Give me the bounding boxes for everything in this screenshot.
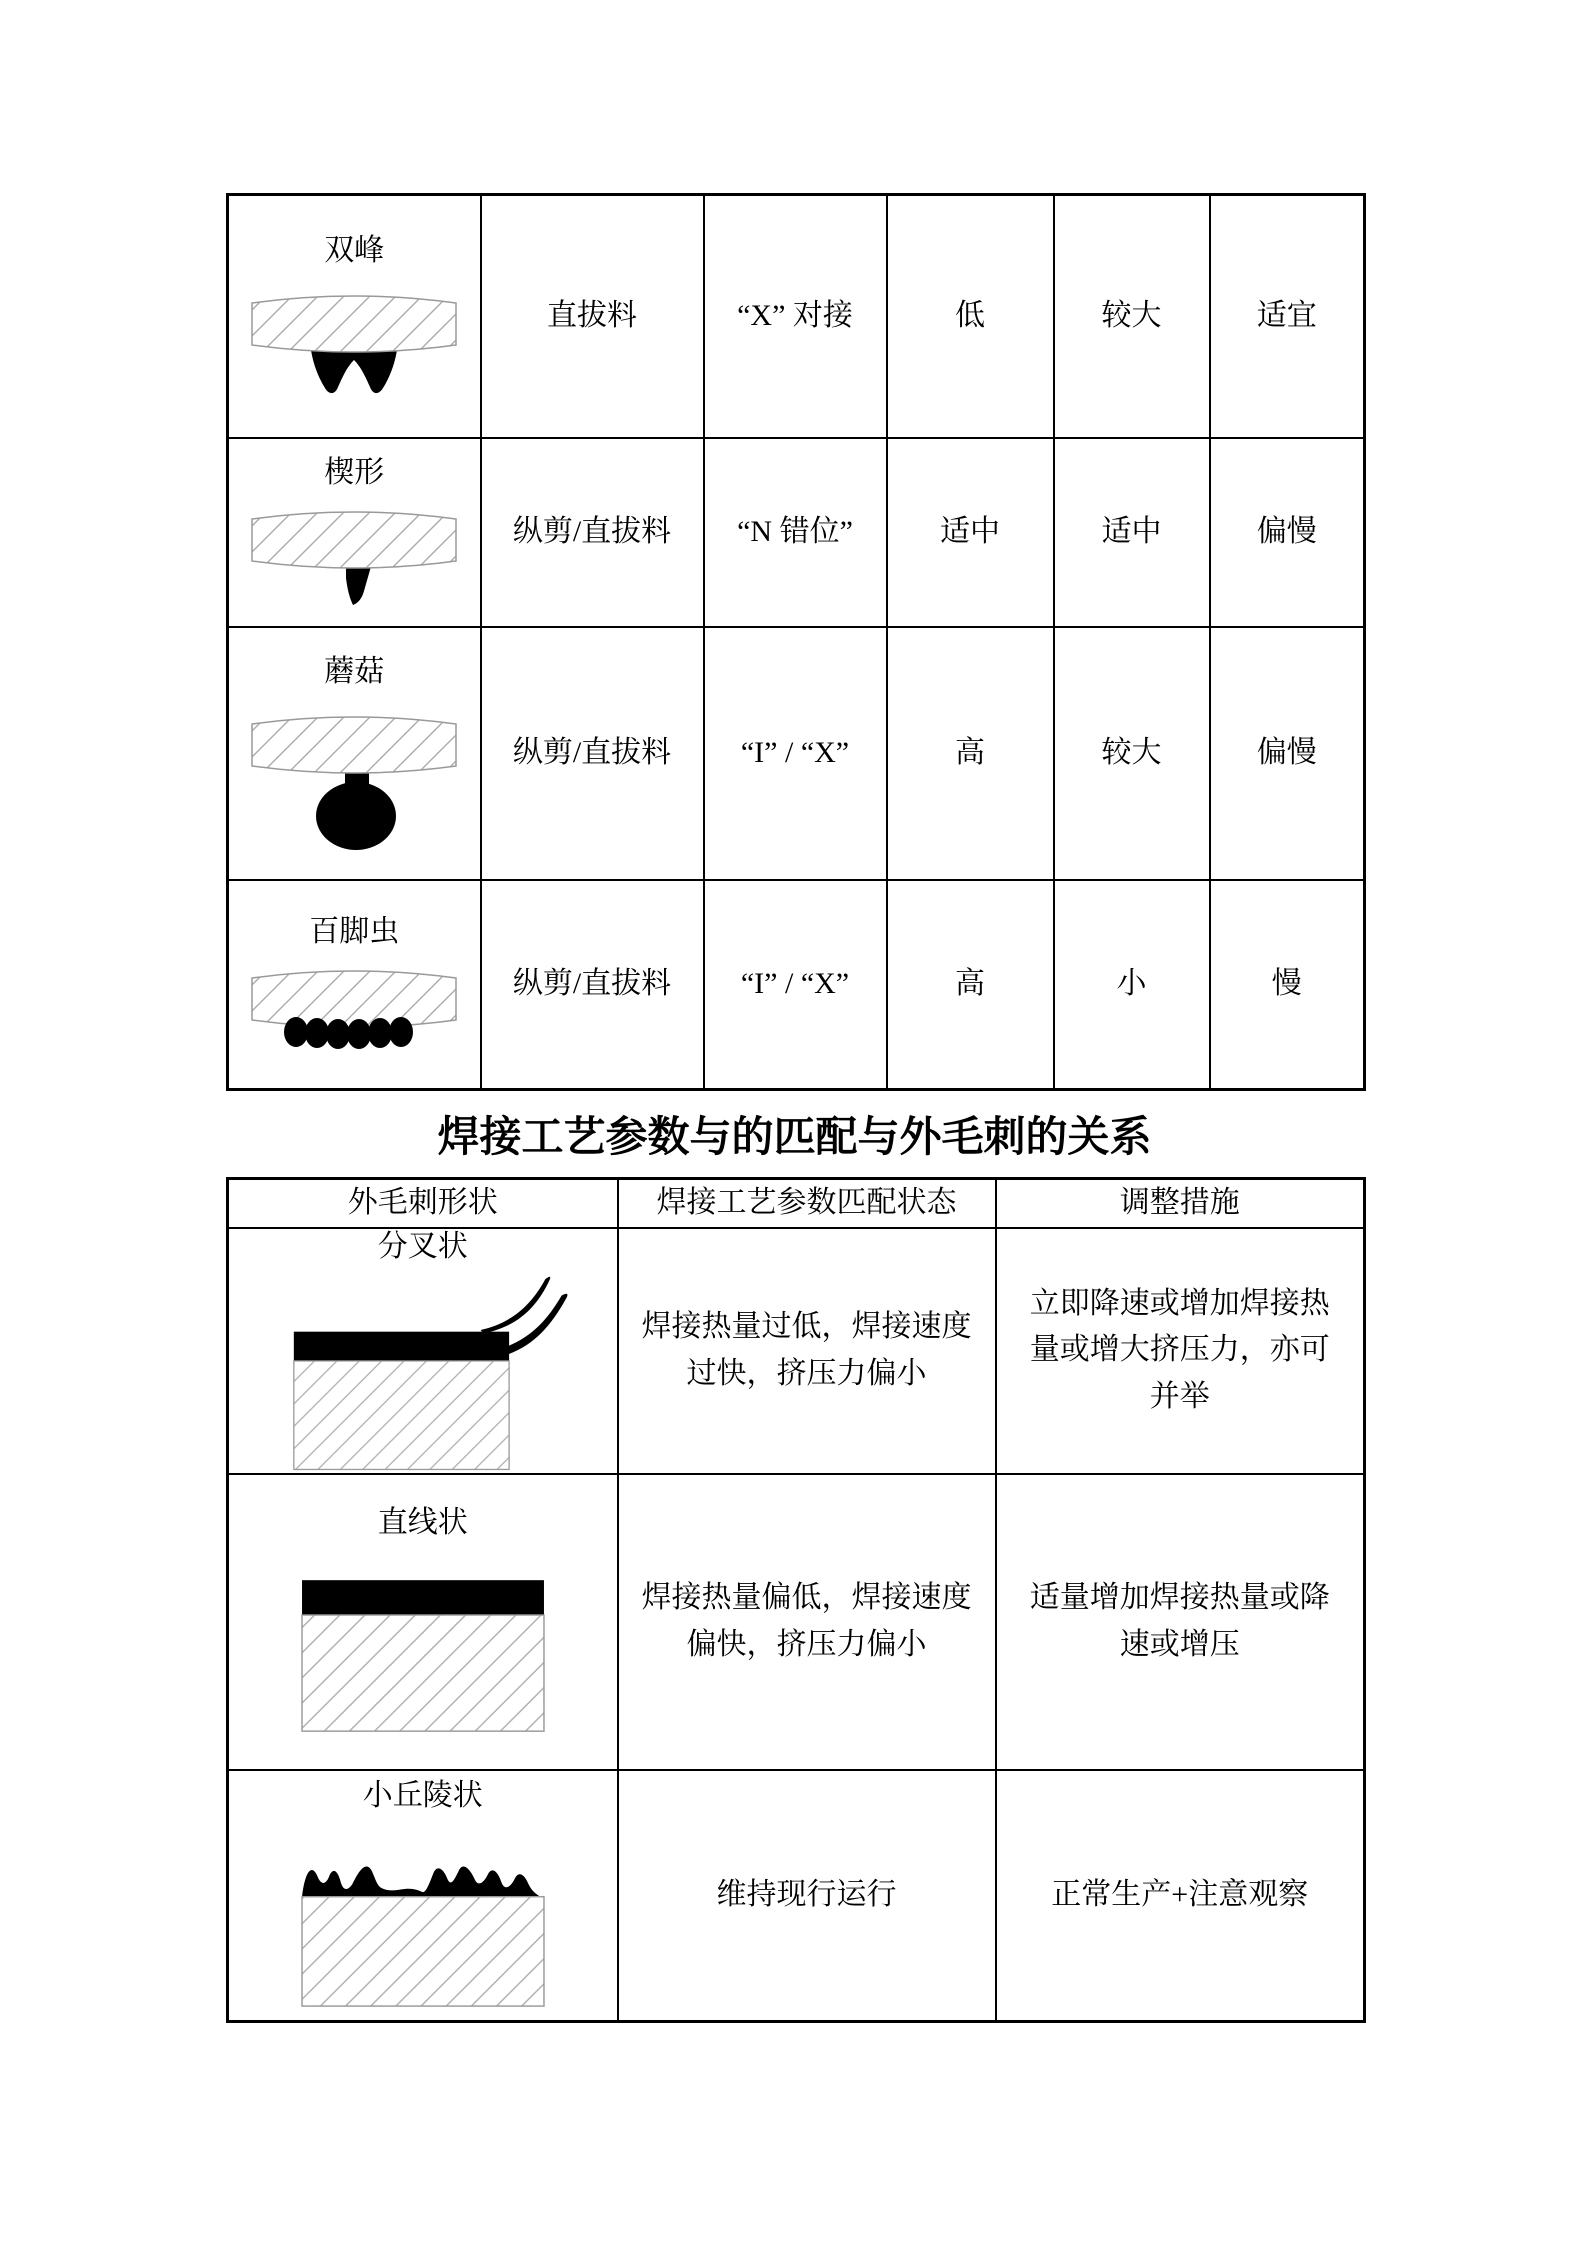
- value-cell: 适中: [1054, 438, 1210, 627]
- table-row: [228, 1228, 1365, 1474]
- shape-label: 蘑菇: [324, 654, 385, 688]
- shape-cell: [228, 438, 481, 627]
- double-peak-diagram: [249, 287, 459, 399]
- shape-cell: [228, 195, 481, 438]
- section-title: 焊接工艺参数与的匹配与外毛刺的关系: [437, 1115, 1152, 1161]
- burr-parameter-table: [226, 1177, 1366, 2023]
- action-cell: 正常生产+注意观察: [996, 1770, 1365, 2022]
- shape-label: 小丘陵状: [362, 1779, 483, 1813]
- value-cell: 小: [1054, 880, 1210, 1090]
- status-cell: 焊接热量过低，焊接速度过快，挤压力偏小: [618, 1228, 996, 1474]
- table-row: [228, 627, 1365, 880]
- value-cell: 偏慢: [1210, 627, 1365, 880]
- table-row: [228, 195, 1365, 438]
- status-cell: 维持现行运行: [618, 1770, 996, 2022]
- shape-cell: [228, 1228, 618, 1474]
- shape-label: 直线状: [377, 1506, 468, 1539]
- material-cell: 纵剪/直拔料: [481, 627, 704, 880]
- straight-burr-diagram: [273, 1553, 573, 1738]
- shape-label: 楔形: [324, 456, 385, 489]
- table-row: [228, 1474, 1365, 1770]
- joint-cell: “X” 对接: [704, 195, 887, 438]
- value-cell: 高: [887, 880, 1054, 1090]
- joint-cell: “N 错位”: [704, 438, 887, 627]
- table-row: [228, 880, 1365, 1090]
- shape-cell: [228, 627, 481, 880]
- table-row: [228, 438, 1365, 627]
- material-cell: 直拔料: [481, 195, 704, 438]
- table-header-row: [228, 1179, 1365, 1228]
- joint-cell: “I” / “X”: [704, 880, 887, 1090]
- column-header: 调整措施: [996, 1179, 1365, 1228]
- value-cell: 较大: [1054, 195, 1210, 438]
- material-cell: 纵剪/直拔料: [481, 438, 704, 627]
- table-row: [228, 1770, 1365, 2022]
- value-cell: 高: [887, 627, 1054, 880]
- material-cell: 纵剪/直拔料: [481, 880, 704, 1090]
- shape-label: 双峰: [324, 234, 385, 268]
- value-cell: 较大: [1054, 627, 1210, 880]
- wedge-diagram: [249, 503, 459, 609]
- column-header: 外毛刺形状: [228, 1179, 618, 1228]
- shape-label: 百脚虫: [309, 915, 400, 949]
- value-cell: 低: [887, 195, 1054, 438]
- value-cell: 偏慢: [1210, 438, 1365, 627]
- value-cell: 慢: [1210, 880, 1365, 1090]
- joint-cell: “I” / “X”: [704, 627, 887, 880]
- value-cell: 适中: [887, 438, 1054, 627]
- status-cell: 焊接热量偏低，焊接速度偏快，挤压力偏小: [618, 1474, 996, 1770]
- hilly-burr-diagram: [273, 1824, 573, 2012]
- centipede-diagram: [249, 962, 459, 1054]
- action-cell: 适量增加焊接热量或降速或增压: [996, 1474, 1365, 1770]
- forked-burr-diagram: [268, 1273, 578, 1473]
- burr-shape-table: [226, 193, 1366, 1091]
- value-cell: 适宜: [1210, 195, 1365, 438]
- mushroom-diagram: [249, 708, 459, 853]
- shape-label: 分叉状: [377, 1229, 468, 1263]
- action-cell: 立即降速或增加焊接热量或增大挤压力，亦可并举: [996, 1228, 1365, 1474]
- shape-cell: [228, 1474, 618, 1770]
- shape-cell: [228, 880, 481, 1090]
- page-content: [226, 193, 1363, 2023]
- column-header: 焊接工艺参数匹配状态: [618, 1179, 996, 1228]
- shape-cell: [228, 1770, 618, 2022]
